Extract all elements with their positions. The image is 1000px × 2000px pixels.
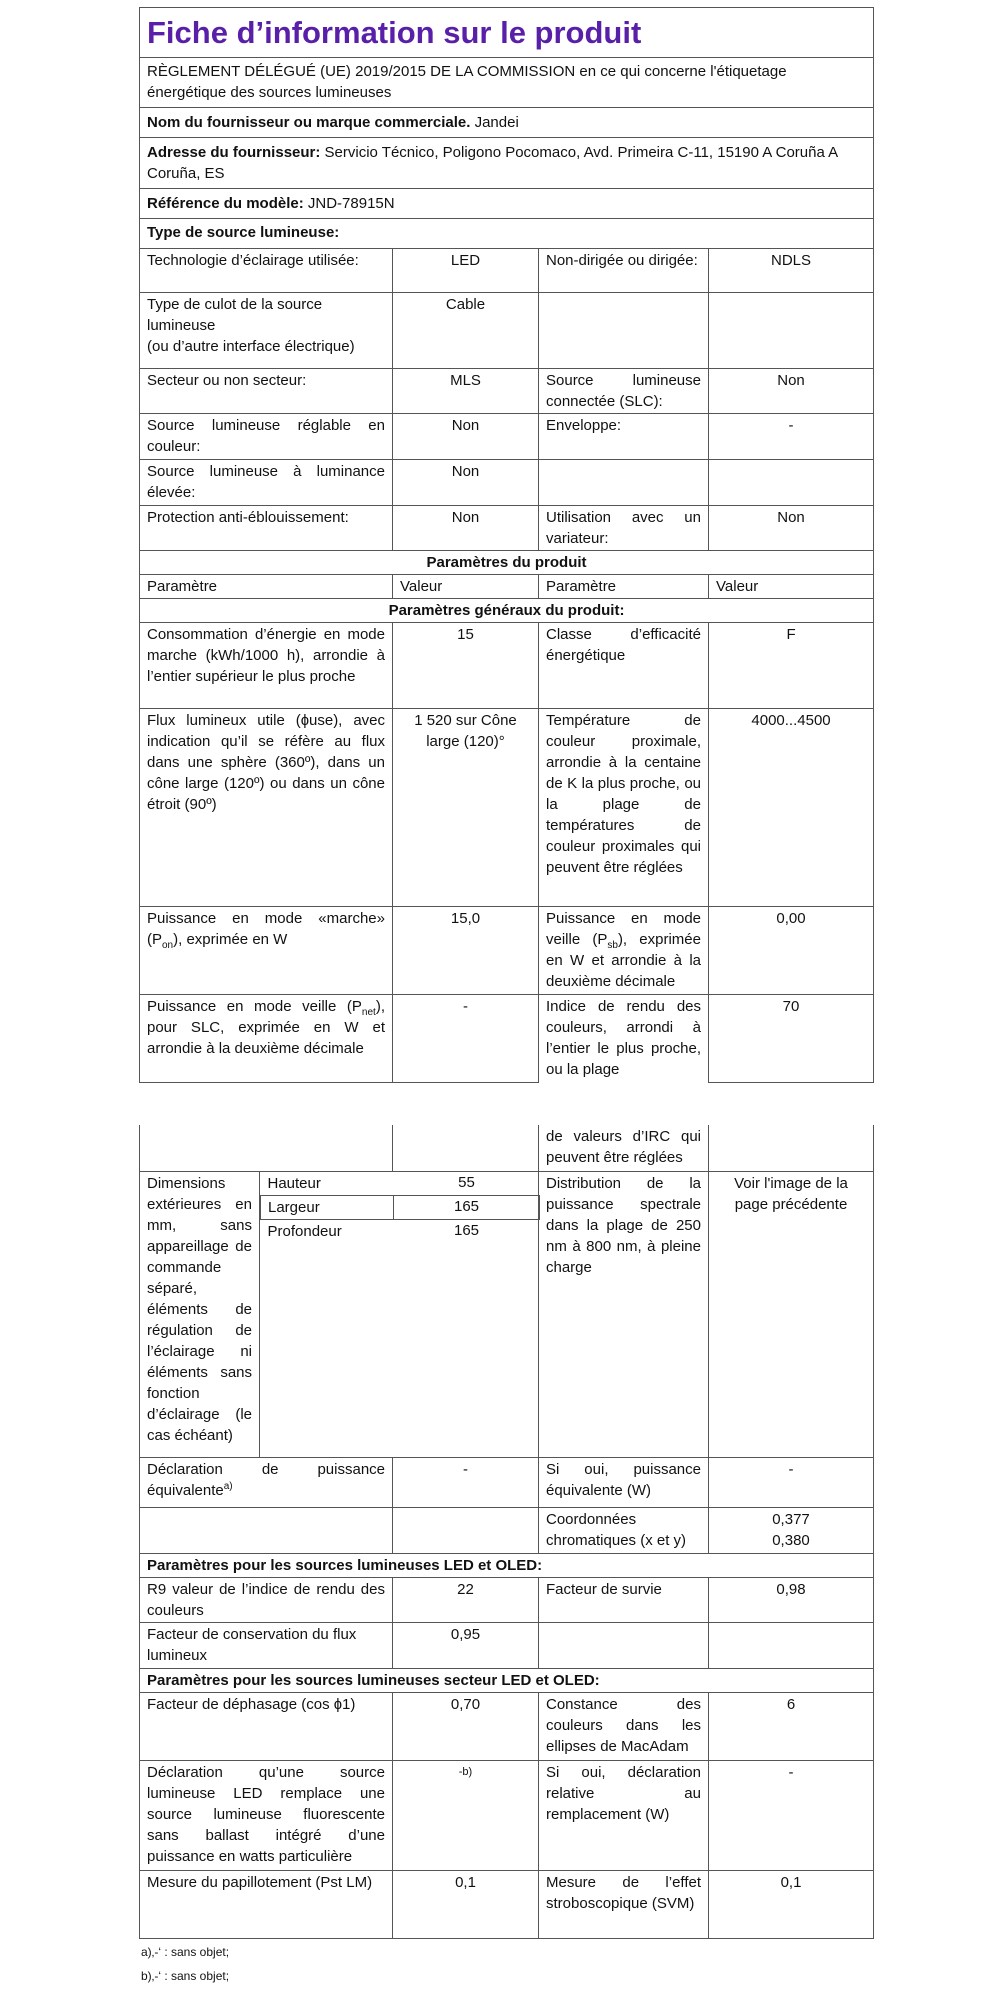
- general-params-header: Paramètres généraux du produit:: [140, 599, 874, 623]
- lumen-maintenance-label: Facteur de conservation du flux lumineux: [140, 1622, 393, 1668]
- r9-label: R9 valeur de l’indice de rendu des couleurs: [140, 1577, 393, 1622]
- flicker-value: 0,1: [393, 1870, 539, 1938]
- networked-standby-label: Puissance en mode veille $(P_{net})$, pour SLC, exprimée en W et arrondie à la deuxième décimale: [140, 995, 393, 1083]
- energy-consumption-label: Consommation d’énergie en mode marche (kWh/1000 h), arrondie à l’entier supérieur le plus proche: [140, 623, 393, 709]
- cri-cont-empty: [140, 1125, 393, 1171]
- colour-tunable-value: Non: [393, 414, 539, 460]
- mains-value: MLS: [393, 369, 539, 414]
- col-header-value-1: Valeur: [393, 575, 539, 599]
- page-title: Fiche d’information sur le produit: [140, 8, 874, 58]
- supplier-row: [140, 108, 874, 138]
- supplier-label: Nom du fournisseur ou marque commerciale.: [147, 114, 471, 131]
- stroboscopic-label: Mesure de l’effet stroboscopique (SVM): [539, 1870, 709, 1938]
- efficiency-class-value: F: [709, 623, 874, 709]
- cap-label: Type de culot de la source lumineuse (ou d’autre interface électrique): [140, 293, 393, 369]
- dimensions-label: Dimensions extérieures en mm, sans appareillage de commande séparé, éléments de régulation de l’éclairage ni éléments sans fonction d’éclairage (le cas échéant): [140, 1171, 260, 1457]
- highlum-empty-2: [709, 460, 874, 506]
- survival-factor-label: Facteur de survie: [539, 1577, 709, 1622]
- spectral-distribution-value: Voir l'image de la page précédente: [709, 1171, 874, 1457]
- displacement-factor-label: Facteur de déphasage (cos ɸ1): [140, 1692, 393, 1760]
- spectral-distribution-label: Distribution de la puissance spectrale dans la plage de 250 nm à 800 nm, à pleine charge: [539, 1171, 709, 1457]
- width-value: 165: [394, 1196, 540, 1220]
- led-replacement-value: -b): [393, 1760, 539, 1870]
- slc-label: Source lumineuse connectée (SLC):: [539, 369, 709, 414]
- replacement-w-label: Si oui, déclaration relative au remplacement (W): [539, 1760, 709, 1870]
- high-luminance-value: Non: [393, 460, 539, 506]
- address-row: [140, 138, 874, 189]
- equivalent-power-value: -: [393, 1457, 539, 1507]
- colour-tunable-label: Source lumineuse réglable en couleur:: [140, 414, 393, 460]
- product-sheet-table-continued: [139, 1125, 874, 1939]
- envelope-value: -: [709, 414, 874, 460]
- lumen-empty-2: [709, 1622, 874, 1668]
- useful-flux-label: Flux lumineux utile (ɸuse), avec indication qu’il se réfère au flux dans une sphère (360º), dans un cône large (120º) ou dans un cône étroit (90º): [140, 709, 393, 907]
- cap-empty-2: [709, 293, 874, 369]
- sheet-page-1: [139, 7, 873, 1083]
- product-sheet-table: [139, 7, 874, 1083]
- dimensions-table: [260, 1172, 540, 1244]
- displacement-factor-value: 0,70: [393, 1692, 539, 1760]
- flicker-label: Mesure du papillotement (Pst LM): [140, 1870, 393, 1938]
- cri-cont-empty-3: [709, 1125, 874, 1171]
- useful-flux-value: 1 520 sur Cône large (120)°: [393, 709, 539, 907]
- stroboscopic-value: 0,1: [709, 1870, 874, 1938]
- footnote-b: b)‚-‘ : sans objet;: [141, 1969, 230, 1983]
- colour-consistency-value: 6: [709, 1692, 874, 1760]
- address-label: Adresse du fournisseur:: [147, 144, 321, 161]
- cap-empty: [539, 293, 709, 369]
- dimmer-value: Non: [709, 506, 874, 551]
- model-row: [140, 189, 874, 219]
- depth-label: Profondeur: [267, 1223, 342, 1240]
- dimmer-label: Utilisation avec un variateur:: [539, 506, 709, 551]
- sheet-page-2: [139, 1125, 873, 1939]
- direction-value: NDLS: [709, 249, 874, 293]
- tech-label: Technologie d’éclairage utilisée:: [140, 249, 393, 293]
- equivalent-power-label: Déclaration de puissance équivalente$^{a)}$: [140, 1457, 393, 1507]
- width-label: Largeur: [261, 1196, 394, 1220]
- supplier-value: Jandei: [474, 114, 519, 131]
- height-value: 55: [458, 1173, 475, 1191]
- dimensions-values: [260, 1171, 539, 1457]
- product-params-header: Paramètres du produit: [140, 551, 874, 575]
- direction-label: Non-dirigée ou dirigée:: [539, 249, 709, 293]
- energy-consumption-value: 15: [393, 623, 539, 709]
- replacement-w-value: -: [709, 1760, 874, 1870]
- cri-label-continued: de valeurs d’IRC qui peuvent être réglées: [539, 1125, 709, 1171]
- on-mode-power-label: Puissance en mode «marche» $(P_{on})$, exprimée en W: [140, 907, 393, 995]
- tech-value: LED: [393, 249, 539, 293]
- envelope-label: Enveloppe:: [539, 414, 709, 460]
- chromaticity-label: Coordonnées chromatiques (x et y): [539, 1507, 709, 1553]
- col-header-param-1: Paramètre: [140, 575, 393, 599]
- cap-value: Cable: [393, 293, 539, 369]
- col-header-param-2: Paramètre: [539, 575, 709, 599]
- equivalent-w-value: -: [709, 1457, 874, 1507]
- highlum-empty: [539, 460, 709, 506]
- source-type-header: Type de source lumineuse:: [140, 219, 874, 249]
- cri-cont-empty-2: [393, 1125, 539, 1171]
- colour-consistency-label: Constance des couleurs dans les ellipses de MacAdam: [539, 1692, 709, 1760]
- cct-value: 4000...4500: [709, 709, 874, 907]
- chroma-empty: [140, 1507, 393, 1553]
- mains-led-params-header: Paramètres pour les sources lumineuses secteur LED et OLED:: [140, 1668, 874, 1692]
- chroma-empty-2: [393, 1507, 539, 1553]
- lumen-empty: [539, 1622, 709, 1668]
- networked-standby-value: -: [393, 995, 539, 1083]
- model-label: Référence du modèle:: [147, 195, 304, 212]
- cri-value: 70: [709, 995, 874, 1083]
- standby-power-label: Puissance en mode veille $(P_{sb})$, exprimée en W et arrondie à la deuxième décimale: [539, 907, 709, 995]
- footnote-a: a)‚-‘ : sans objet;: [141, 1945, 230, 1959]
- address-value: Servicio Técnico, Poligono Pocomaco, Avd. Primeira C-11, 15190 A Coruña A Coruña, ES: [147, 144, 838, 182]
- regulation-text: RÈGLEMENT DÉLÉGUÉ (UE) 2019/2015 DE LA COMMISSION en ce qui concerne l'étiquetage énergétique des sources lumineuses: [140, 58, 874, 108]
- efficiency-class-label: Classe d’efficacité énergétique: [539, 623, 709, 709]
- chromaticity-value: 0,377 0,380: [709, 1507, 874, 1553]
- height-label: Hauteur: [267, 1174, 321, 1192]
- mains-label: Secteur ou non secteur:: [140, 369, 393, 414]
- cct-label: Température de couleur proximale, arrondie à la centaine de K la plus proche, ou la plage de températures de couleur proximales qui peuvent être réglées: [539, 709, 709, 907]
- led-params-header: Paramètres pour les sources lumineuses LED et OLED:: [140, 1553, 874, 1577]
- col-header-value-2: Valeur: [709, 575, 874, 599]
- equivalent-w-label: Si oui, puissance équivalente (W): [539, 1457, 709, 1507]
- led-replacement-label: Déclaration qu’une source lumineuse LED remplace une source lumineuse fluorescente sans ballast intégré d’une puissance en watts particulière: [140, 1760, 393, 1870]
- survival-factor-value: 0,98: [709, 1577, 874, 1622]
- depth-value: 165: [453, 1222, 480, 1239]
- lumen-maintenance-value: 0,95: [393, 1622, 539, 1668]
- high-luminance-label: Source lumineuse à luminance élevée:: [140, 460, 393, 506]
- on-mode-power-value: 15,0: [393, 907, 539, 995]
- slc-value: Non: [709, 369, 874, 414]
- cri-label: Indice de rendu des couleurs, arrondi à l’entier le plus proche, ou la plage: [539, 995, 709, 1083]
- model-value: JND-78915N: [307, 195, 395, 212]
- anti-glare-value: Non: [393, 506, 539, 551]
- r9-value: 22: [393, 1577, 539, 1622]
- standby-power-value: 0,00: [709, 907, 874, 995]
- anti-glare-label: Protection anti-éblouissement:: [140, 506, 393, 551]
